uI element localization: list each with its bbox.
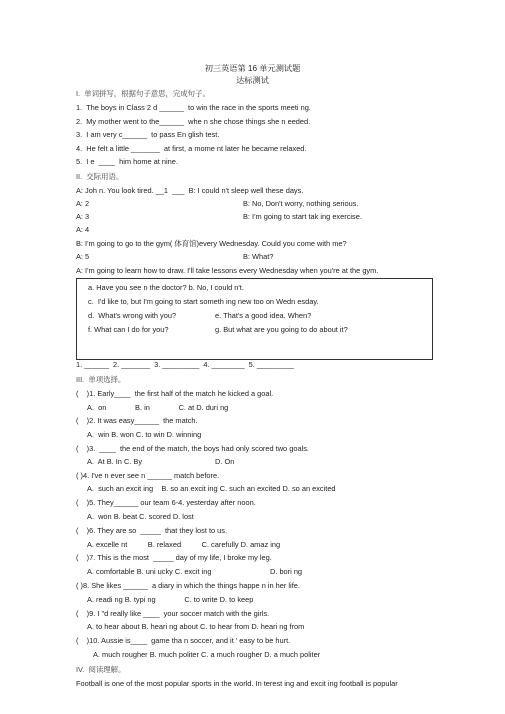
question-10-options: A. much rougher B. much politer C. a much rougher D. a much politer [93,650,321,659]
question-5-options: A. won B. beat C. scored D. lost [87,512,194,521]
question-7-options: A. comfortable B. uni ucky C. excit ing [87,567,212,576]
question-3-option-d: D. On [215,457,235,466]
question-1-options: A. on B. in C. at D. duri ng [87,403,229,412]
option-row-2: c. I'd like to, but I'm going to start someth ing new too on Wedn esday. [88,297,319,306]
dialogue-b3: B: I'm going to start tak ing exercise. [243,212,362,221]
dialogue-a5: A: 5 [76,252,90,261]
option-g: g. But what are you going to do about it? [215,325,348,334]
dialogue-a2: A: 2 [76,199,90,208]
section1-heading: I. 单词拼写，根据句子意思，完成句子。 [76,89,210,98]
dialogue-last-line: A: I'm going to learn how to draw. I'll take lessons every Wednesday when you're at the gym. [76,266,379,275]
reading-paragraph: Football is one of the most popular sports in the world. In terest ing and excit ing football is popular [76,679,398,688]
option-d: d. What's wrong with you? [88,311,177,320]
section3-heading: III. 单项选择。 [76,375,126,384]
question-2: ( )2. It was easy______ the match. [76,416,198,425]
question-6-options: A. excelle nt B. relaxed C. carefully D. amaz ing [87,540,281,549]
dialogue-a4: A: 4 [76,225,90,234]
dialogue-b5: B: What? [243,252,274,261]
section1-item-2: 2. My mother went to the______ whe n she chose things she n eeded. [76,117,311,126]
question-3: ( )3. ____ the end of the match, the boys had only scored two goals. [76,444,309,453]
question-4-options: A. such an excit ing B. so an excit ing C. such an excited D. so an excited [87,484,336,493]
dialogue-a3: A: 3 [76,212,90,221]
option-e: e. That's a good idea. When? [215,311,312,320]
question-7: ( )7. This is the most _____ day of my life, I broke my leg. [76,553,272,562]
dialogue-b4: B: I'm going to go to the gym( 体育馆)every Wednesday. Could you come with me? [76,239,347,248]
section1-item-4: 4. He felt a little _______ at first, a mome nt later he became relaxed. [76,144,307,153]
question-8: ( )8. She likes ______ a diary in which the things happe n in her life. [76,581,300,590]
page-subtitle: 达标测试 [236,76,269,85]
page-title: 初三英语第 16 单元测试题 [204,64,301,73]
question-9-options: A. to hear about B. heari ng about C. to hear from D. heari ng from [87,622,305,631]
question-9: ( )9. I "d really like ____ your soccer match with the girls. [76,609,270,618]
answer-blanks: 1. ______ 2. _______ 3. _________ 4. ________ 5. _________ [76,360,294,369]
question-5: ( )5. They______ our team 6-4. yesterday after noon. [76,498,256,507]
question-10: ( )10. Aussie is____ game tha n soccer, and it ' easy to be hurt. [76,636,291,645]
question-4: ( )4. I've n ever see n ______ match before. [76,471,220,480]
section1-item-3: 3. I am very c______ to pass En glish test. [76,130,220,139]
dialogue-line-1: A: Joh n. You look tired. __1 ___ B: I could n't sleep well these days. [76,186,304,195]
option-f: f. What can I do for you? [88,325,169,334]
section2-heading: II. 交际用语。 [76,172,124,181]
question-3-options: A. At B. In C. By [87,457,143,466]
question-6: ( )6. They are so _____ that they lost to us. [76,526,228,535]
question-7-option-d: D. bori ng [270,567,303,576]
dialogue-b2: B: No, Don't worry, nothing serious. [243,199,359,208]
options-box [76,278,433,360]
section4-heading: IV. 阅读理解。 [76,665,126,674]
section1-item-5: 5. I e ____ him home at nine. [76,157,178,166]
option-row-1: a. Have you see n the doctor? b. No, I could n't. [88,283,244,292]
question-2-options: A. win B. won C. to win D. winning [87,430,202,439]
section1-item-1: 1. The boys in Class 2 d ______ to win the race in the sports meeti ng. [76,103,311,112]
question-1: ( )1. Early____ the first half of the match he kicked a goal. [76,389,274,398]
question-8-options: A. readi ng B. typi ng C. to write D. to keep [87,595,254,604]
